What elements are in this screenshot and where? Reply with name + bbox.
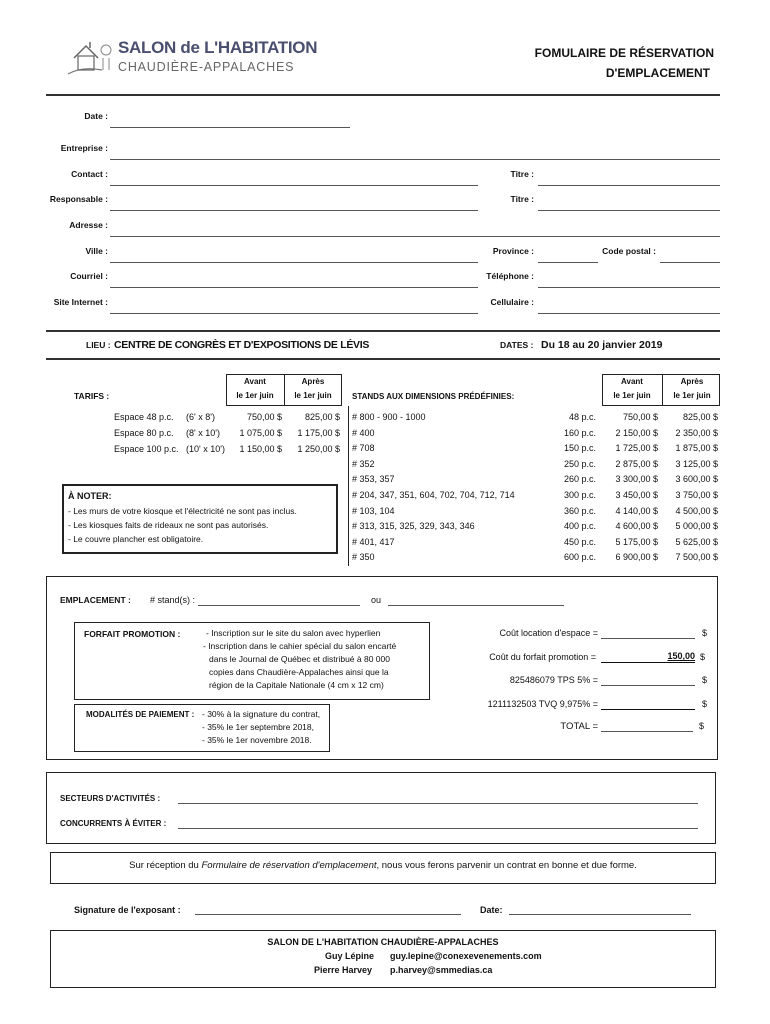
note-line: - Les kiosques faits de rideaux ne sont pas autorisés. <box>68 520 269 530</box>
stand-cell-num: # 103, 104 <box>352 505 395 516</box>
contact-label: Contact : <box>71 169 108 179</box>
modalites-label: MODALITÉS DE PAIEMENT : <box>86 710 195 719</box>
tarif-cell-dim: (6' x 8') <box>186 412 215 422</box>
stand-cell-apres: 5 000,00 $ <box>675 521 718 532</box>
stand-cell-apres: 3 750,00 $ <box>675 490 718 500</box>
stand-cell-num: # 353, 357 <box>352 474 395 485</box>
tps-label: 825486079 TPS 5% = <box>509 675 598 685</box>
note-title: À NOTER: <box>68 491 112 501</box>
stand-field[interactable] <box>198 605 360 606</box>
form-title-line2: D'EMPLACEMENT <box>605 66 710 80</box>
logo-subtitle: CHAUDIÈRE-APPALACHES <box>118 60 295 74</box>
responsable-label: Responsable : <box>49 194 108 204</box>
stand-cell-size: 300 p.c. <box>563 490 596 500</box>
stand-cell-size: 600 p.c. <box>563 552 596 563</box>
lieu-value: CENTRE DE CONGRÈS ET D'EXPOSITIONS DE LÉVIS <box>114 339 370 351</box>
entreprise-label: Entreprise : <box>60 143 108 153</box>
stand-cell-apres: 1 875,00 $ <box>675 443 718 454</box>
dates-label: DATES : <box>500 340 534 350</box>
stand-cell-size: 260 p.c. <box>563 474 596 485</box>
forfait-value: 150,00 <box>667 651 695 661</box>
stand-cell-num: # 800 - 900 - 1000 <box>352 412 426 422</box>
header-divider <box>46 94 720 96</box>
stand-cell-num: # 352 <box>352 458 375 469</box>
tarif-cell-name: Espace 100 p.c. <box>114 444 179 454</box>
stand-row <box>0 443 722 457</box>
cout-location-label: Coût location d'espace = <box>499 628 598 638</box>
stand-cell-size: 360 p.c. <box>563 505 596 516</box>
stands-col-apres: Après <box>680 377 704 386</box>
tarif-cell-name: Espace 48 p.c. <box>114 412 174 422</box>
province-field[interactable] <box>538 262 598 263</box>
stand-cell-apres: 3 600,00 $ <box>675 474 718 485</box>
stand-cell-size: 48 p.c. <box>568 412 596 422</box>
note-line: - Le couvre plancher est obligatoire. <box>68 534 204 544</box>
secteurs-box <box>46 772 716 844</box>
stand-cell-num: # 350 <box>352 552 375 563</box>
tps-field[interactable] <box>601 685 695 686</box>
tarif-cell-dim: (8' x 10') <box>186 428 220 438</box>
titre2-field[interactable] <box>538 210 720 211</box>
concurrents-field[interactable] <box>178 828 698 829</box>
concurrents-label: CONCURRENTS À ÉVITER : <box>60 819 167 828</box>
tarifs-label: TARIFS : <box>74 391 110 401</box>
province-label: Province : <box>492 246 534 256</box>
stand-row <box>0 537 722 551</box>
total-label: TOTAL = <box>560 721 598 732</box>
site-label: Site Internet : <box>53 297 108 307</box>
stand-cell-avant: 4 140,00 $ <box>615 505 658 516</box>
stand-cell-size: 400 p.c. <box>563 521 596 532</box>
stand-row <box>0 474 722 488</box>
stand-cell-avant: 2 875,00 $ <box>615 458 658 469</box>
site-field[interactable] <box>110 313 478 314</box>
signature-date-label: Date: <box>480 905 503 915</box>
cellulaire-field[interactable] <box>538 313 720 314</box>
note-line: - Les murs de votre kiosque et l'électricité ne sont pas inclus. <box>68 506 297 516</box>
stands-label: STANDS AUX DIMENSIONS PRÉDÉFINIES: <box>352 392 515 401</box>
contact-field[interactable] <box>110 185 478 186</box>
adresse-field[interactable] <box>110 236 720 237</box>
stand-row <box>0 412 722 426</box>
stand-cell-num: # 401, 417 <box>352 536 395 547</box>
stand-cell-avant: 5 175,00 $ <box>615 536 658 547</box>
footer-name1: Guy Lépine <box>324 951 374 961</box>
stand-cell-size: 160 p.c. <box>563 427 596 438</box>
stand-cell-avant: 2 150,00 $ <box>615 427 658 438</box>
stand-cell-apres: 825,00 $ <box>682 412 718 422</box>
logo-title: SALON de L'HABITATION <box>118 38 318 57</box>
tarif-cell-avant: 750,00 $ <box>246 412 282 422</box>
total-field[interactable] <box>601 731 693 732</box>
stand-cell-num: # 204, 347, 351, 604, 702, 704, 712, 714 <box>352 490 515 500</box>
ou-label: ou <box>371 595 382 605</box>
signature-field[interactable] <box>195 914 461 915</box>
footer-email2[interactable]: p.harvey@smmedias.ca <box>390 965 493 975</box>
courriel-label: Courriel : <box>70 271 108 281</box>
contrat-text: Sur réception du Formulaire de réservation d'emplacement, nous vous ferons parvenir un contrat en bonne et due forme. <box>129 860 637 871</box>
stand-cell-avant: 750,00 $ <box>622 412 658 422</box>
code-postal-label: Code postal : <box>602 246 656 256</box>
titre1-field[interactable] <box>538 185 720 186</box>
stand-cell-apres: 3 125,00 $ <box>675 458 718 469</box>
stand-cell-avant: 6 900,00 $ <box>615 552 658 563</box>
tarif-cell-name: Espace 80 p.c. <box>114 428 174 438</box>
dates-value: Du 18 au 20 janvier 2019 <box>541 339 663 351</box>
titre1-label: Titre : <box>510 169 534 179</box>
tarif-cell-avant: 1 075,00 $ <box>239 428 282 438</box>
tvq-field[interactable] <box>601 709 695 710</box>
footer-name2: Pierre Harvey <box>313 965 372 975</box>
cout-location-field[interactable] <box>601 638 695 639</box>
stand-row <box>0 552 722 566</box>
stand-cell-apres: 4 500,00 $ <box>675 505 718 516</box>
secteurs-label: SECTEURS D'ACTIVITÉS : <box>60 794 161 803</box>
stand-alt-field[interactable] <box>388 605 564 606</box>
section-divider-2 <box>46 358 720 360</box>
stand-cell-num: # 400 <box>352 427 375 438</box>
emplacement-label: EMPLACEMENT : <box>60 595 131 605</box>
stand-row <box>0 428 722 442</box>
tarif-cell-dim: (10' x 10') <box>186 444 225 454</box>
tarif-cell-apres: 1 250,00 $ <box>297 444 340 454</box>
stand-cell-avant: 1 725,00 $ <box>615 443 658 454</box>
house-logo-icon <box>62 36 116 78</box>
logo <box>62 36 318 82</box>
ville-label: Ville : <box>85 246 108 256</box>
stand-cell-avant: 4 600,00 $ <box>615 521 658 532</box>
stand-row <box>0 521 722 535</box>
tarif-cell-avant: 1 150,00 $ <box>239 444 282 454</box>
code-postal-field[interactable] <box>660 262 720 263</box>
entreprise-field[interactable] <box>110 159 720 160</box>
stand-cell-apres: 7 500,00 $ <box>675 552 718 563</box>
stand-cell-size: 250 p.c. <box>563 458 596 469</box>
stand-cell-num: # 313, 315, 325, 329, 343, 346 <box>352 521 475 532</box>
footer-title: SALON DE L'HABITATION CHAUDIÈRE-APPALACHES <box>267 937 499 947</box>
cout-forfait-label: Coût du forfait promotion = <box>489 652 596 662</box>
stand-cell-size: 450 p.c. <box>563 536 596 547</box>
tarif-cell-apres: 825,00 $ <box>304 412 340 422</box>
forfait-label: FORFAIT PROMOTION : <box>84 629 181 639</box>
stands-col-avant: Avant <box>621 377 643 386</box>
stand-cell-apres: 2 350,00 $ <box>675 427 718 438</box>
cellulaire-label: Cellulaire : <box>490 297 534 307</box>
stand-cell-avant: 3 300,00 $ <box>615 474 658 485</box>
adresse-label: Adresse : <box>69 220 108 230</box>
tarifs-col-apres: Après <box>301 377 325 386</box>
telephone-label: Téléphone : <box>486 271 534 281</box>
titre2-label: Titre : <box>510 194 534 204</box>
stand-cell-apres: 5 625,00 $ <box>675 536 718 547</box>
date-field[interactable] <box>110 127 350 128</box>
date-label: Date : <box>84 111 108 121</box>
telephone-field[interactable] <box>538 287 720 288</box>
lieu-label: LIEU : <box>86 340 111 350</box>
stand-cell-size: 150 p.c. <box>563 443 596 454</box>
signature-date-field[interactable] <box>509 914 691 915</box>
tarifs-col-avant: Avant <box>244 377 266 386</box>
courriel-field[interactable] <box>110 287 478 288</box>
secteurs-field[interactable] <box>178 803 698 804</box>
tvq-label: 1211132503 TVQ 9,975% = <box>487 699 598 709</box>
tarif-cell-apres: 1 175,00 $ <box>297 428 340 438</box>
stand-cell-num: # 708 <box>352 443 375 454</box>
ville-field[interactable] <box>110 262 478 263</box>
footer-email1[interactable]: guy.lepine@conexevenements.com <box>390 951 542 961</box>
form-title-line1: FOMULAIRE DE RÉSERVATION <box>534 46 714 60</box>
signature-label: Signature de l'exposant : <box>74 905 181 915</box>
stand-row <box>0 490 722 504</box>
stand-row <box>0 459 722 473</box>
stand-label: # stand(s) : <box>150 595 196 605</box>
contrat-italic: Formulaire de réservation d'emplacement <box>201 860 377 871</box>
stand-row <box>0 506 722 520</box>
section-divider-1 <box>46 330 720 332</box>
responsable-field[interactable] <box>110 210 478 211</box>
stand-cell-avant: 3 450,00 $ <box>615 490 658 500</box>
